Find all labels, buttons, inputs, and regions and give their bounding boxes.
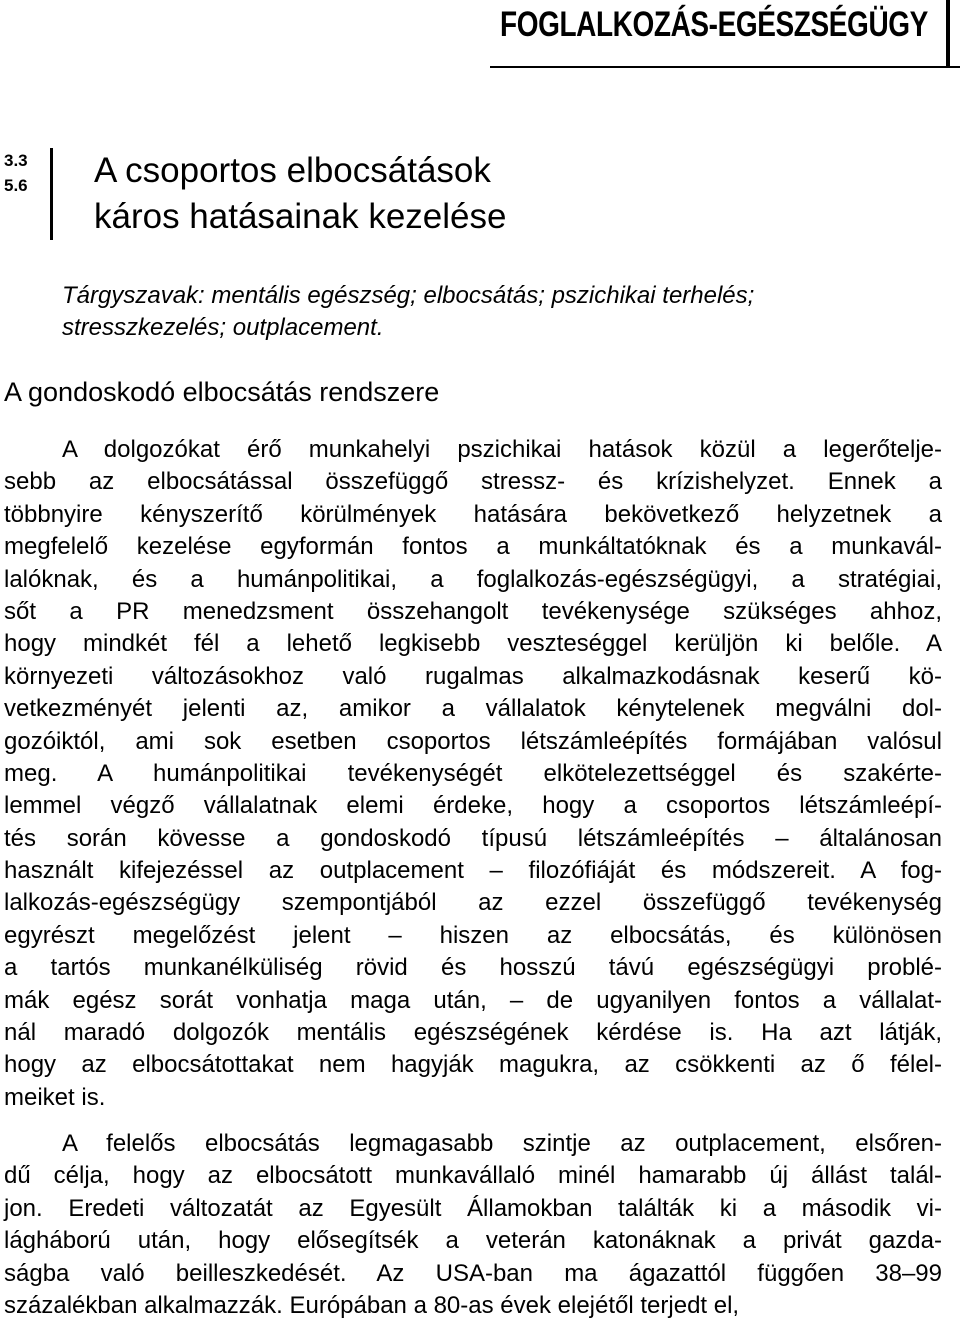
header-rule: [490, 66, 960, 68]
paragraph-line: lemmel végző vállalatnak elemi érdeke, hogy a csoportos létszámleépí-: [4, 792, 942, 820]
keywords-line-2: stresszkezelés; outplacement.: [62, 314, 384, 341]
chapter-title: [94, 148, 506, 240]
paragraph-line: vetkezményét jelenti az, amikor a vállalatok kénytelenek megválni dol-: [4, 695, 942, 723]
paragraph-line: hogy az elbocsátottakat nem hagyják magukra, az csökkenti az ő félel-: [4, 1051, 942, 1079]
paragraph-line: sebb az elbocsátással összefüggő stressz- és krízishelyzet. Ennek a: [4, 468, 942, 496]
paragraph-line: egyrészt megelőzést jelent – hiszen az elbocsátás, és különösen: [4, 921, 942, 949]
keywords: [62, 280, 754, 344]
paragraph-line: dű célja, hogy az elbocsátott munkavállaló minél hamarabb új állást talál-: [4, 1162, 942, 1190]
paragraph-line: A felelős elbocsátás legmagasabb szintje az outplacement, elsőren-: [62, 1130, 942, 1157]
paragraph-line: megfelelő kezelése egyformán fontos a munkáltatóknak és a munkavál-: [4, 533, 942, 561]
paragraph-line: a tartós munkanélküliség rövid és hosszú távú egészségügyi problé-: [4, 954, 942, 982]
paragraph-line: százalékban alkalmazzák. Európában a 80-as évek elejétől terjedt el,: [4, 1291, 740, 1319]
paragraph-line: sőt a PR menedzsment összehangolt tevékenysége szükséges ahhoz,: [4, 597, 942, 625]
chapter-title-line-1: A csoportos elbocsátások: [94, 151, 491, 190]
subheading: A gondoskodó elbocsátás rendszere: [4, 377, 440, 407]
paragraph-line: ságba való beilleszkedését. Az USA-ban ma ágazattól függően 38–99: [4, 1259, 942, 1287]
page-header: [0, 0, 960, 70]
paragraph-line: A dolgozókat érő munkahelyi pszichikai hatások közül a legerőtelje-: [62, 436, 942, 463]
section-number-line-2: 5.6: [4, 176, 28, 195]
paragraph-2: [4, 1128, 942, 1322]
paragraph-line: gozóiktól, ami sok esetben csoportos létszámleépítés formájában valósul: [4, 727, 942, 755]
paragraph-line: tés során kövesse a gondoskodó típusú létszámleépítés – általánosan: [4, 824, 942, 852]
paragraph-line: hogy mindkét fél a lehető legkisebb veszteséggel kerüljön ki belőle. A: [4, 630, 942, 658]
keywords-line-1: Tárgyszavak: mentális egészség; elbocsátás; pszichikai terhelés;: [62, 282, 755, 309]
paragraph-line: többnyire kényszerítő körülmények hatására bekövetkező helyzetnek a: [4, 500, 942, 528]
paragraph-line: használt kifejezéssel az outplacement – filozófiáját és módszereit. A fog-: [4, 857, 942, 885]
paragraph-line: nál maradó dolgozók mentális egészségének kérdése is. Ha azt látják,: [4, 1019, 942, 1047]
paragraph-line: mák egész sorát vonhatja maga után, – de ugyanilyen fontos a vállalat-: [4, 986, 942, 1014]
running-header-title: FOGLALKOZÁS-EGÉSZSÉGÜGY: [500, 5, 928, 44]
paragraph-line: lágháború után, hogy elősegítsék a veterán katonáknak a privát gazda-: [4, 1227, 942, 1255]
section-number: [4, 148, 28, 198]
paragraph-line: lalóknak, és a humánpolitikai, a foglalkozás-egészségügyi, a stratégiai,: [4, 565, 942, 593]
paragraph-line: lalkozás-egészségügy szempontjából az ezzel összefüggő tevékenység: [4, 889, 942, 917]
header-vertical-bar: [946, 0, 950, 66]
paragraph-line: jon. Eredeti változatát az Egyesült Államokban találták ki a második vi-: [4, 1194, 942, 1222]
paragraph-line: meg. A humánpolitikai tevékenységét elkötelezettséggel és szakérte-: [4, 759, 942, 787]
section-divider-bar: [50, 148, 53, 240]
section-number-line-1: 3.3: [4, 151, 28, 170]
paragraph-line: környezeti változásokhoz való rugalmas alkalmazkodásnak keserű kö-: [4, 662, 942, 690]
paragraph-line: meiket is.: [4, 1083, 106, 1111]
chapter-title-line-2: káros hatásainak kezelése: [94, 197, 507, 236]
paragraph-1: [4, 434, 942, 1114]
